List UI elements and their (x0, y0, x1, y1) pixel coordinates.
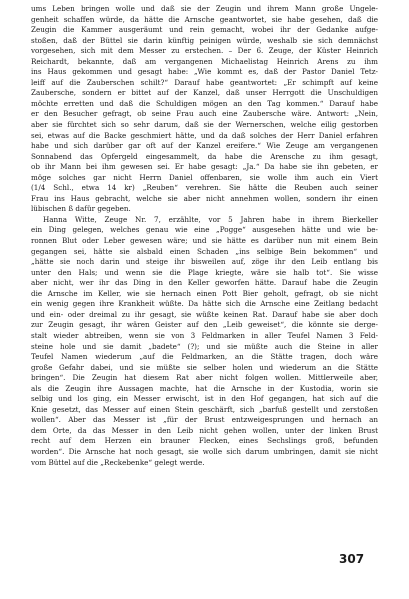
body-text (31, 4, 378, 468)
text-line: große Gefahr dabei, und sie müßte sie selber holen und wiederum an die Stätte (31, 362, 378, 372)
text-line: Teufel Namen wiederum „auf die Feldmarken, an die Stätte tragen, doch wäre (31, 352, 378, 362)
text-line: sei, etwas auf die Backe geschmiert hätte, und da daß solches der Herr Daniel erfahren (31, 130, 378, 140)
text-line: möge solches gar nicht Herrn Daniel offenbaren, sie wolle ihm auch ein Viert (31, 172, 378, 182)
text-line: zur Zeugin gesagt, ihr wären Geister auf den „Leib geweiset“, die könnte sie derge- (31, 320, 378, 330)
text-line: dem Orte, da das Messer in den Leib nicht gehen wollen, unter der linken Brust (31, 425, 378, 435)
text-line: habe und sich darüber gar oft auf der Kanzel ereifere.“ Wie Zeuge am vergangenen (31, 141, 378, 151)
text-line: ronnen Blut oder Leber gewesen wäre; und sie hätte es darüber nun mit einem Bein (31, 236, 378, 246)
text-line: genheit schaffen würde, da hätte die Arnsche geantwortet, sie habe gesehen, daß die (31, 14, 378, 24)
text-line: wollen“. Aber das Messer ist „für der Brust entzweigesprungen und hernach an (31, 415, 378, 425)
paragraph (31, 215, 378, 468)
text-line: als die Zeugin ihre Aussagen machte, hat die Arnsche in der Kustodia, worin sie (31, 383, 378, 393)
text-line: Zaubersche, sondern er bittet auf der Kanzel, daß unser Herrgott die Unschuldigen (31, 88, 378, 98)
text-line: aber nicht, wer ihr das Ding in den Keller geworfen hätte. Darauf habe die Zeugin (31, 278, 378, 288)
text-line: aber sie fürchtet sich so sehr darum, daß sie der Wernerschen, welche eilig gestorben (31, 120, 378, 130)
text-line: vom Büttel auf die „Reckebenke“ gelegt werde. (31, 457, 205, 467)
text-line: leiff auf die Zauberschen schilt?“ Darauf habe geantwortet: „Er schimpft auf keine (31, 77, 378, 87)
text-line: recht auf dem Herzen ein brauner Flecken, eines Sechslings groß, befunden (31, 436, 378, 446)
text-line: lübischen ß dafür gegeben. (31, 204, 131, 214)
text-line: ums Leben bringen wolle und daß sie der Zeugin und ihrem Mann große Ungele- (31, 4, 378, 13)
text-line: Frau ins Haus gebracht, welche sie aber nicht annehmen wollen, sondern ihr einen (31, 193, 378, 203)
text-line: vorgesehen, sich mit dem Messer zu erstechen. – Der 6. Zeuge, der Küster Heinrich (31, 46, 378, 56)
text-line: ins Haus gekommen und gesagt habe: „Wie kommt es, daß der Pastor Daniel Tetz- (31, 67, 378, 77)
text-line: Zeugin die Kammer ausgeräumt und rein gemacht, wobei ihr der Gedanke aufge- (31, 25, 378, 35)
text-line: bringen“. Die Zeugin hat diesem Rat aber nicht folgen wollen. Mittlerweile aber, (31, 373, 378, 383)
text-line: selbig und los ging, ein Messer erwischt, ist in den Hof gegangen, hat sich auf die (31, 394, 378, 404)
text-line: stoßen, daß der Büttel sie darin künftig peinigen würde, weshalb sie sich demnächst (31, 35, 378, 45)
text-line: Reichardt, bekannte, daß am vergangenen Michaelistag Heinrich Arens zu ihm (31, 56, 378, 66)
text-line: (1/4 Schl., etwa 14 kr) „Reuben“ verehren. Sie hätte die Reuben auch seiner (31, 183, 378, 193)
text-line: unter den Hals; und wenn sie die Plage kriegte, wäre sie halb tot“. Sie wisse (31, 267, 378, 277)
text-line: die Arnsche im Keller, wie sie hernach einen Pott Bier geholt, gefragt, ob sie nicht (31, 288, 378, 298)
text-line: „hätte sie noch darin und steige ihr bisweilen auf, zöge ihr den Leib entlang bis (31, 257, 378, 267)
text-line: möchte erretten und daß die Schuldigen mögen an den Tag kommen.“ Darauf habe (31, 98, 378, 108)
page-number: 307 (339, 552, 365, 566)
text-line: und ein- oder dreimal zu ihr gesagt, sie wüßte keinen Rat. Darauf habe sie aber doch (31, 309, 378, 319)
text-line: ein wenig gegen ihre Krankheit wüßte. Da hätte sich die Arnsche eine Zeitlang bedacht (31, 299, 378, 309)
text-line: Sonnabend das Opfergeld eingesammelt, da habe die Arensche zu ihm gesagt, (31, 151, 378, 161)
text-line: ob ihr Mann bei ihm gewesen sei. Er habe gesagt: „Ja.“ Da habe sie ihn gebeten, er (31, 162, 378, 172)
text-line: Hanna Witte, Zeuge Nr. 7, erzählte, vor 5 Jahren habe in ihrem Bierkeller (43, 214, 378, 224)
text-line: gegangen sei, hätte sie alsbald einen Schaden „ins selbige Bein bekommen“ und (31, 246, 378, 256)
text-line: steine hole und sie damit „badete“ (?); und sie müßte auch die Steine in aller (31, 341, 378, 351)
text-line: stalt wieder abtreiben, wenn sie von 3 Feldmarken in aller Teufel Namen 3 Feld- (31, 330, 378, 340)
text-line: Knie gesetzt, das Messer auf einen Stein geschärft, sich „barfuß gestellt und zerstoßen (31, 404, 378, 414)
text-line: worden“. Die Arnsche hat noch gesagt, sie wolle sich darum umbringen, damit sie nicht (31, 446, 378, 456)
text-line: er den Besucher gefragt, ob seine Frau auch eine Zaubersche wäre. Antwort: „Nein, (31, 109, 378, 119)
text-line: ein Ding gelegen, welches genau wie eine „Pogge“ ausgesehen hätte und wie be- (31, 225, 378, 235)
paragraph (31, 4, 378, 215)
